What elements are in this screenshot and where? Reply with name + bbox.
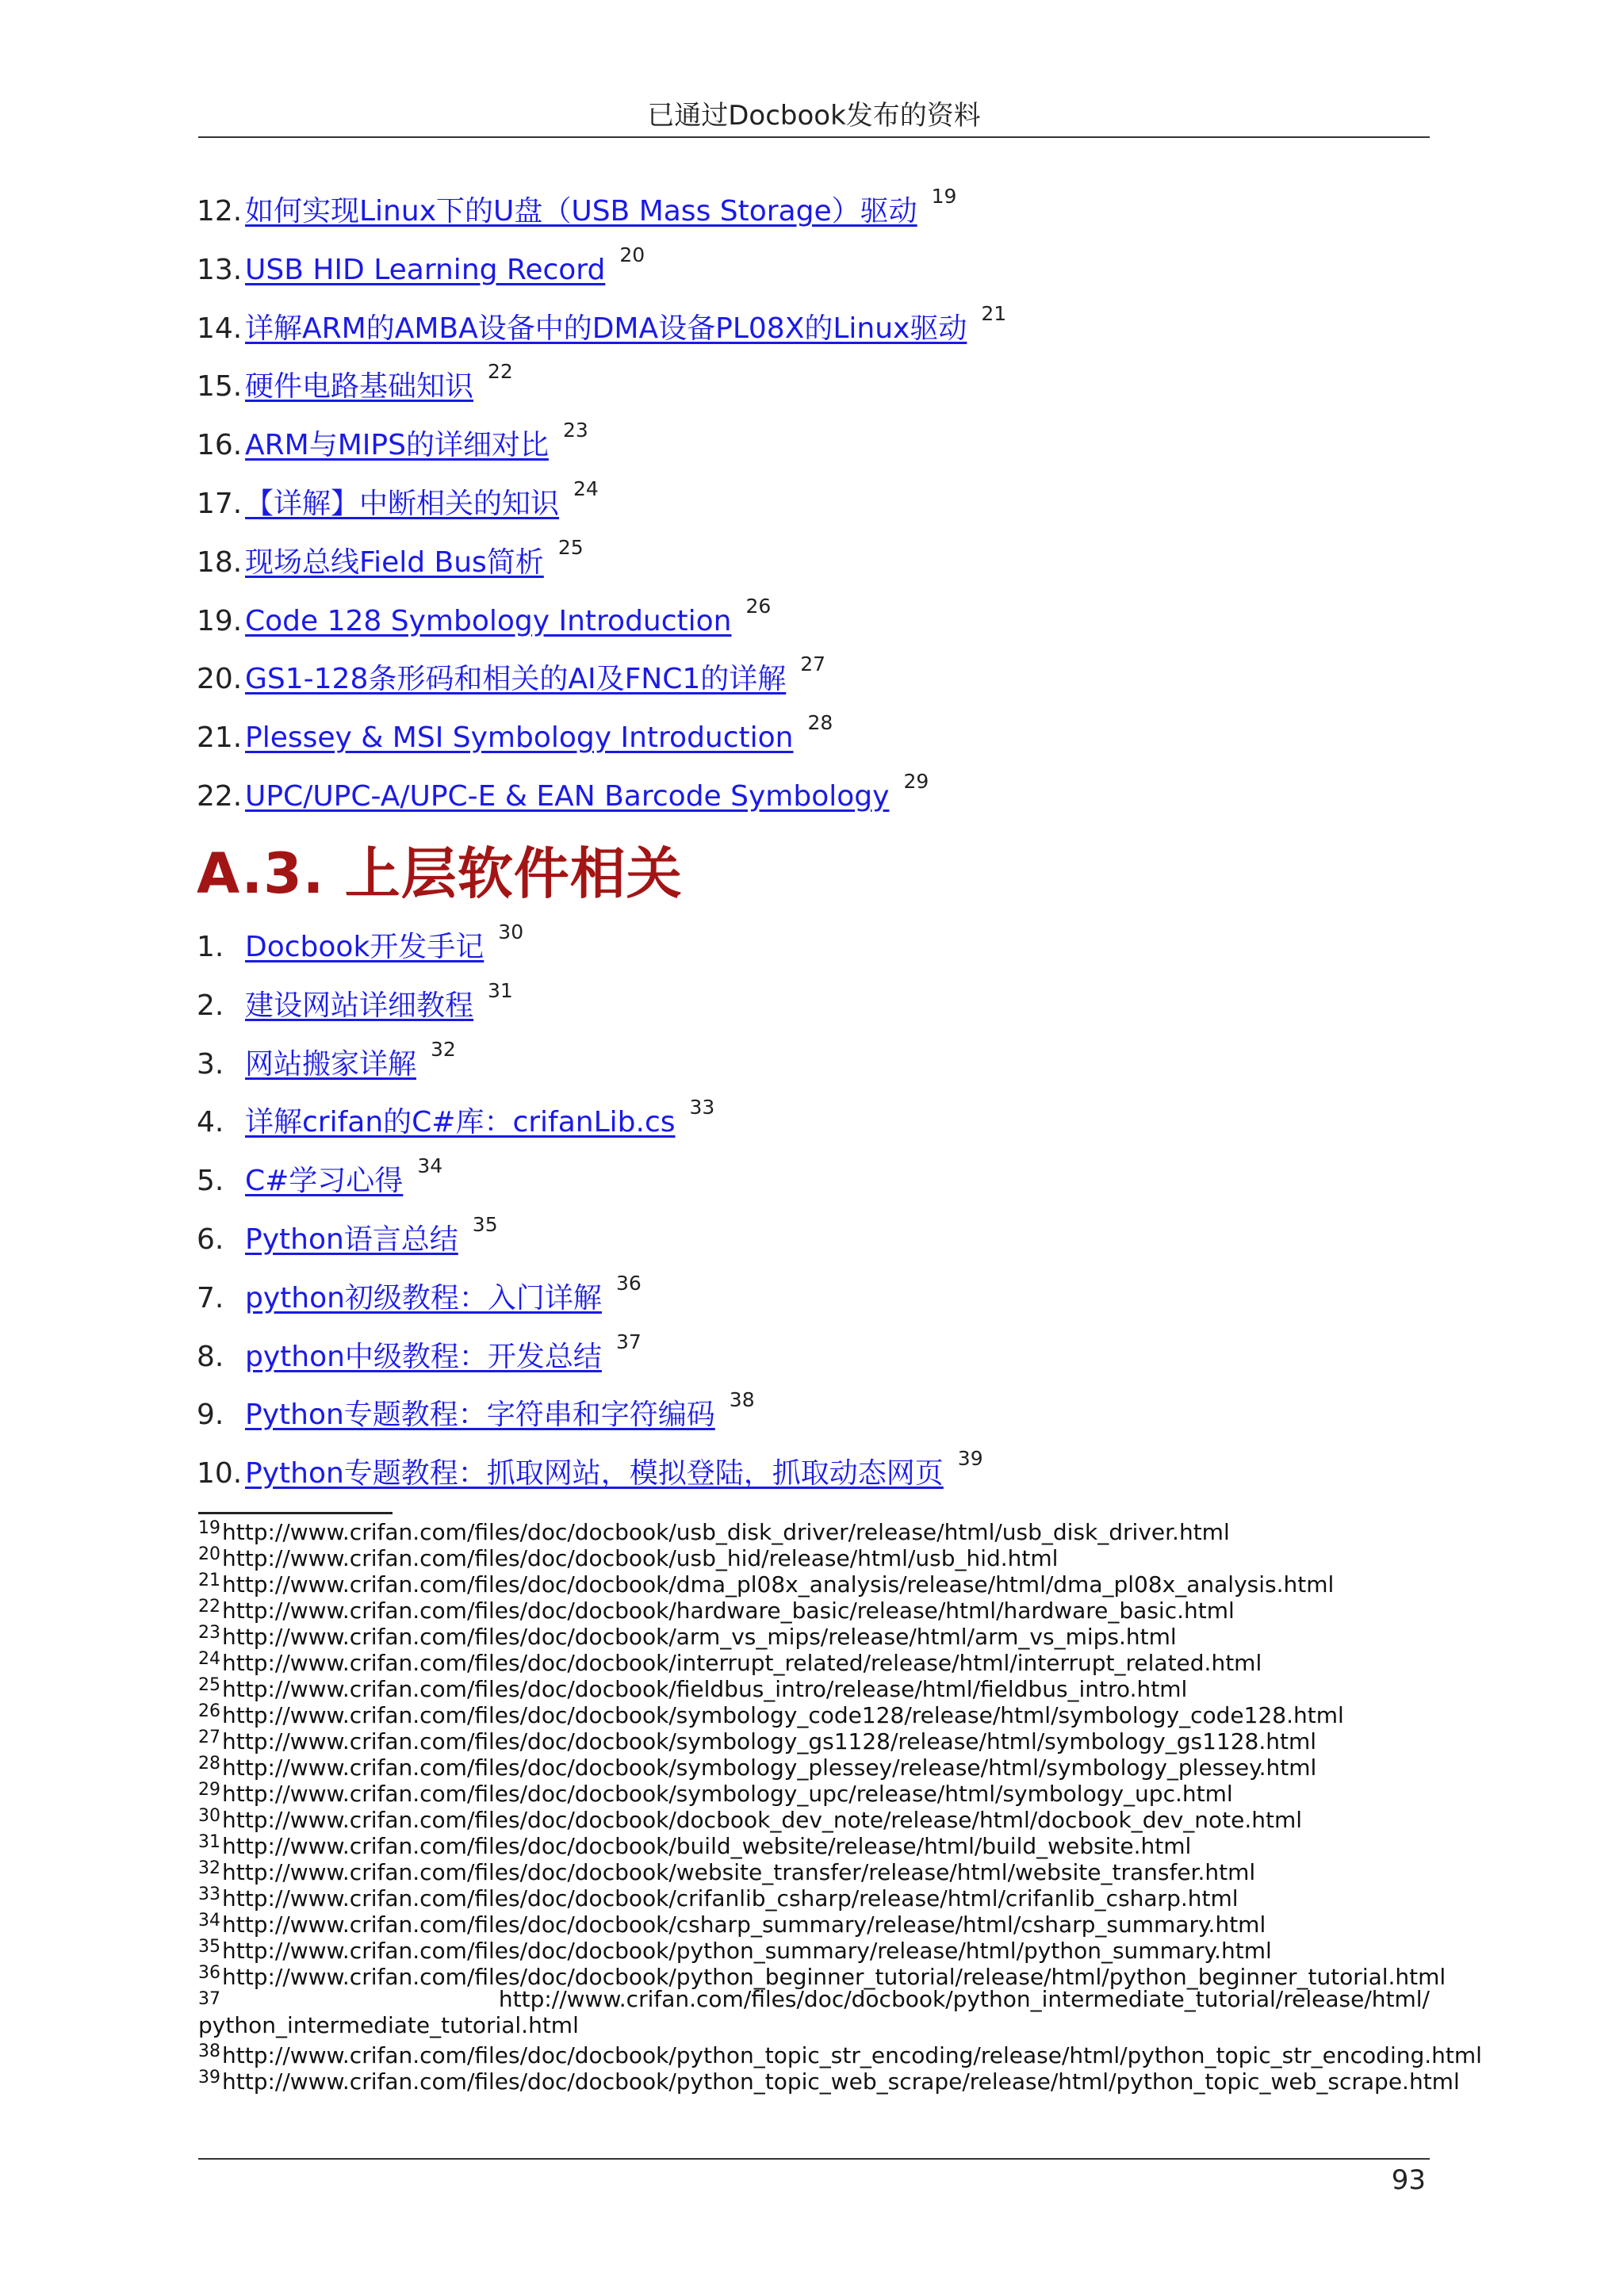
footnote-number: 27 <box>198 1728 220 1747</box>
list-item <box>197 1211 1426 1269</box>
footnote <box>198 1594 1430 1624</box>
list-item <box>197 1035 1426 1094</box>
footnote-url[interactable]: http://www.crifan.com/files/doc/docbook/crifanlib_csharp/release/html/crifanlib_csharp.html <box>222 1885 1239 1911</box>
footnote-url[interactable]: http://www.crifan.com/files/doc/docbook/hardware_basic/release/html/hardware_basic.html <box>222 1598 1235 1624</box>
footnote-ref[interactable]: 39 <box>957 1447 983 1471</box>
footnote <box>198 1986 1430 2038</box>
list-item <box>197 475 1426 534</box>
footnote-url[interactable]: http://www.crifan.com/files/doc/docbook/docbook_dev_note/release/html/docbook_dev_note.html <box>222 1807 1303 1833</box>
footnote <box>198 1698 1430 1728</box>
footnote-number: 37 <box>198 1989 220 2009</box>
footnote <box>198 1829 1430 1859</box>
section-heading: A.3. 上层软件相关 <box>197 841 683 906</box>
doc-link[interactable]: Python专题教程：抓取网站，模拟登陆，抓取动态网页 <box>245 1457 944 1490</box>
list-item <box>197 767 1426 826</box>
item-number: 15. <box>197 370 243 404</box>
doc-link[interactable]: Code 128 Symbology Introduction <box>245 604 732 637</box>
doc-link[interactable]: Python语言总结 <box>245 1223 458 1256</box>
list-item <box>197 416 1426 475</box>
footnote-number: 26 <box>198 1701 220 1721</box>
doc-link[interactable]: 现场总线Field Bus简析 <box>245 545 544 579</box>
list-item <box>197 918 1426 977</box>
footnote <box>198 1855 1430 1885</box>
doc-link[interactable]: 硬件电路基础知识 <box>245 370 474 404</box>
footnote-url[interactable]: http://www.crifan.com/files/doc/docbook/build_website/release/html/build_website.html <box>222 1833 1192 1859</box>
footnote-number: 21 <box>198 1571 220 1590</box>
footnote-ref[interactable]: 28 <box>807 711 833 735</box>
footnote-number: 33 <box>198 1885 220 1904</box>
footnote-url[interactable]: http://www.crifan.com/files/doc/docbook/arm_vs_mips/release/html/arm_vs_mips.html <box>222 1624 1177 1650</box>
item-number: 1. <box>197 931 224 963</box>
item-number: 4. <box>197 1106 224 1139</box>
item-number: 19. <box>197 604 243 637</box>
footnote-number: 34 <box>198 1911 220 1931</box>
footnote <box>198 1934 1430 1964</box>
doc-link[interactable]: 建设网站详细教程 <box>245 989 474 1022</box>
item-number: 3. <box>197 1047 224 1081</box>
doc-link[interactable]: Python专题教程：字符串和字符编码 <box>245 1399 715 1432</box>
list-item <box>197 241 1426 300</box>
footnote-number: 35 <box>198 1937 220 1957</box>
doc-link[interactable]: 网站搬家详解 <box>245 1047 417 1081</box>
doc-link[interactable]: 详解crifan的C#库：crifanLib.cs <box>245 1106 676 1139</box>
doc-link[interactable]: python初级教程：入门详解 <box>245 1281 602 1314</box>
footnote-number: 25 <box>198 1675 220 1695</box>
footnote <box>198 1777 1430 1807</box>
footnote-ref[interactable]: 19 <box>931 185 957 208</box>
footnote-ref[interactable]: 26 <box>745 594 772 618</box>
footnote <box>198 1881 1430 1911</box>
list-item <box>197 1386 1426 1445</box>
page-number: 93 <box>1391 2164 1426 2196</box>
doc-link[interactable]: UPC/UPC-A/UPC-E & EAN Barcode Symbology <box>245 779 890 813</box>
footnote-url[interactable]: http://www.crifan.com/files/doc/docbook/dma_pl08x_analysis/release/html/dma_pl08x_analysis.html <box>222 1571 1335 1598</box>
footnote-url[interactable]: http://www.crifan.com/files/doc/docbook/symbology_upc/release/html/symbology_upc.html <box>222 1781 1233 1807</box>
footnote-url[interactable]: http://www.crifan.com/files/doc/docbook/csharp_summary/release/html/csharp_summary.html <box>222 1911 1266 1938</box>
footnote-ref[interactable]: 27 <box>800 652 826 676</box>
footnote <box>198 1646 1430 1676</box>
item-number: 21. <box>197 721 243 755</box>
footnote-ref[interactable]: 36 <box>615 1271 642 1295</box>
item-number: 9. <box>197 1399 224 1432</box>
footnotes <box>198 1515 1482 2095</box>
footnote-number: 29 <box>198 1780 220 1800</box>
item-number: 22. <box>197 779 243 813</box>
list-item <box>197 1445 1426 1503</box>
list-item <box>197 709 1426 767</box>
footnote-number: 30 <box>198 1806 220 1826</box>
list-item <box>197 650 1426 709</box>
footnote-ref[interactable]: 37 <box>615 1330 642 1353</box>
software-docs-list <box>197 918 1426 1503</box>
footnote-ref[interactable]: 25 <box>557 535 584 559</box>
footnote <box>198 2064 1460 2095</box>
footnote-number: 20 <box>198 1544 220 1564</box>
footer-rule <box>198 2158 1430 2160</box>
footnote-ref[interactable]: 24 <box>573 476 599 500</box>
footnote-url[interactable]: http://www.crifan.com/files/doc/docbook/symbology_gs1128/release/html/symbology_gs1128.html <box>222 1728 1317 1755</box>
footnote-url[interactable]: http://www.crifan.com/files/doc/docbook/symbology_plessey/release/html/symbology_plessey.html <box>222 1755 1317 1781</box>
footnote-ref[interactable]: 29 <box>903 769 929 793</box>
footnote <box>198 1620 1430 1650</box>
footnote-url[interactable]: http://www.crifan.com/files/doc/docbook/website_transfer/release/html/website_transfer.html <box>222 1859 1256 1885</box>
footnote-url[interactable]: http://www.crifan.com/files/doc/docbook/interrupt_related/release/html/interrupt_related.html <box>222 1650 1262 1676</box>
list-item <box>197 1269 1426 1328</box>
footnote-number: 38 <box>198 2042 220 2061</box>
footnote-url[interactable]: http://www.crifan.com/files/doc/docbook/usb_hid/release/html/usb_hid.html <box>222 1545 1059 1571</box>
footnote-url[interactable]: http://www.crifan.com/files/doc/docbook/python_topic_str_encoding/release/html/python_topic_str_encoding.html <box>222 2042 1482 2068</box>
header-rule <box>198 136 1430 138</box>
footnote <box>198 1803 1430 1833</box>
doc-link[interactable]: Plessey & MSI Symbology Introduction <box>245 721 794 755</box>
item-number: 6. <box>197 1223 224 1256</box>
list-item <box>197 592 1426 651</box>
item-number: 17. <box>197 487 243 520</box>
list-item <box>197 300 1426 358</box>
footnote <box>198 1567 1430 1598</box>
footnote-url[interactable]: http://www.crifan.com/files/doc/docbook/python_beginner_tutorial/release/html/python_beginner_tutorial.html <box>222 1964 1446 1990</box>
running-header-title: 已通过Docbook发布的资料 <box>647 100 981 132</box>
footnote-url[interactable]: http://www.crifan.com/files/doc/docbook/fieldbus_intro/release/html/fieldbus_intro.html <box>222 1676 1188 1702</box>
footnote-url[interactable]: http://www.crifan.com/files/doc/docbook/symbology_code128/release/html/symbology_code128.html <box>222 1702 1344 1728</box>
hardware-docs-list <box>197 182 1426 826</box>
item-number: 2. <box>197 989 224 1022</box>
footnote-number: 39 <box>198 2068 220 2087</box>
footnote-separator <box>198 1512 393 1514</box>
footnote-number: 23 <box>198 1623 220 1643</box>
doc-link[interactable]: 如何实现Linux下的U盘（USB Mass Storage）驱动 <box>245 195 917 228</box>
footnote-ref[interactable]: 33 <box>689 1096 715 1119</box>
footnote-ref[interactable]: 34 <box>417 1154 443 1178</box>
footnote-number: 31 <box>198 1832 220 1852</box>
footnote-ref[interactable]: 38 <box>729 1388 755 1412</box>
footnote-ref[interactable]: 30 <box>498 920 524 943</box>
footnote-url[interactable]: http://www.crifan.com/files/doc/docbook/python_topic_web_scrape/release/html/python_topic_web_scrape.html <box>222 2068 1460 2095</box>
footnote-number: 28 <box>198 1754 220 1774</box>
list-item <box>197 358 1426 416</box>
list-item <box>197 534 1426 592</box>
footnote-number: 22 <box>198 1597 220 1617</box>
list-item <box>197 977 1426 1035</box>
doc-link[interactable]: C#学习心得 <box>245 1165 404 1198</box>
footnote-url-line-2[interactable]: python_intermediate_tutorial.html <box>198 2012 579 2038</box>
footnote <box>198 1541 1430 1571</box>
footnote-number: 19 <box>198 1518 220 1538</box>
item-number: 14. <box>197 312 243 345</box>
footnote-number: 24 <box>198 1649 220 1669</box>
item-number: 7. <box>197 1281 224 1314</box>
item-number: 18. <box>197 545 243 579</box>
doc-link[interactable]: GS1-128条形码和相关的AI及FNC1的详解 <box>245 663 787 696</box>
footnote-number: 36 <box>198 1963 220 1983</box>
footnote-url[interactable]: http://www.crifan.com/files/doc/docbook/python_summary/release/html/python_summary.html <box>222 1938 1272 1964</box>
list-item <box>197 182 1426 241</box>
footnote <box>198 1908 1430 1938</box>
footnote-url-line-1[interactable]: http://www.crifan.com/files/doc/docbook/python_intermediate_tutorial/release/html/ <box>498 1986 1430 2012</box>
footnote <box>198 1751 1430 1781</box>
doc-link[interactable]: 详解ARM的AMBA设备中的DMA设备PL08X的Linux驱动 <box>245 312 967 345</box>
item-number: 12. <box>197 195 243 228</box>
footnote <box>198 1724 1430 1755</box>
item-number: 5. <box>197 1165 224 1198</box>
footnote <box>198 1672 1430 1702</box>
footnote-number: 32 <box>198 1858 220 1878</box>
footnote <box>198 1515 1430 1545</box>
footnote <box>198 2038 1482 2068</box>
doc-link[interactable]: ARM与MIPS的详细对比 <box>245 429 549 462</box>
item-number: 10. <box>197 1457 243 1490</box>
doc-link[interactable]: 【详解】中断相关的知识 <box>245 487 560 520</box>
doc-link[interactable]: Docbook开发手记 <box>245 931 485 963</box>
footnote-ref[interactable]: 21 <box>981 301 1007 325</box>
footnote-url[interactable]: http://www.crifan.com/files/doc/docbook/usb_disk_driver/release/html/usb_disk_driver.html <box>222 1519 1230 1545</box>
item-number: 13. <box>197 253 243 286</box>
footnote <box>198 1960 1446 1990</box>
item-number: 20. <box>197 663 243 696</box>
item-number: 8. <box>197 1340 224 1373</box>
footnote-ref[interactable]: 31 <box>488 978 513 1002</box>
list-item <box>197 1152 1426 1211</box>
item-number: 16. <box>197 429 243 462</box>
footnote-ref[interactable]: 32 <box>431 1037 456 1061</box>
footnote-ref[interactable]: 20 <box>619 243 645 266</box>
footnote-ref[interactable]: 22 <box>488 360 513 384</box>
list-item <box>197 1093 1426 1152</box>
doc-link[interactable]: python中级教程：开发总结 <box>245 1340 602 1373</box>
doc-link[interactable]: USB HID Learning Record <box>245 253 606 286</box>
footnote-ref[interactable]: 23 <box>562 419 588 442</box>
footnote-ref[interactable]: 35 <box>472 1212 498 1236</box>
list-item <box>197 1328 1426 1387</box>
